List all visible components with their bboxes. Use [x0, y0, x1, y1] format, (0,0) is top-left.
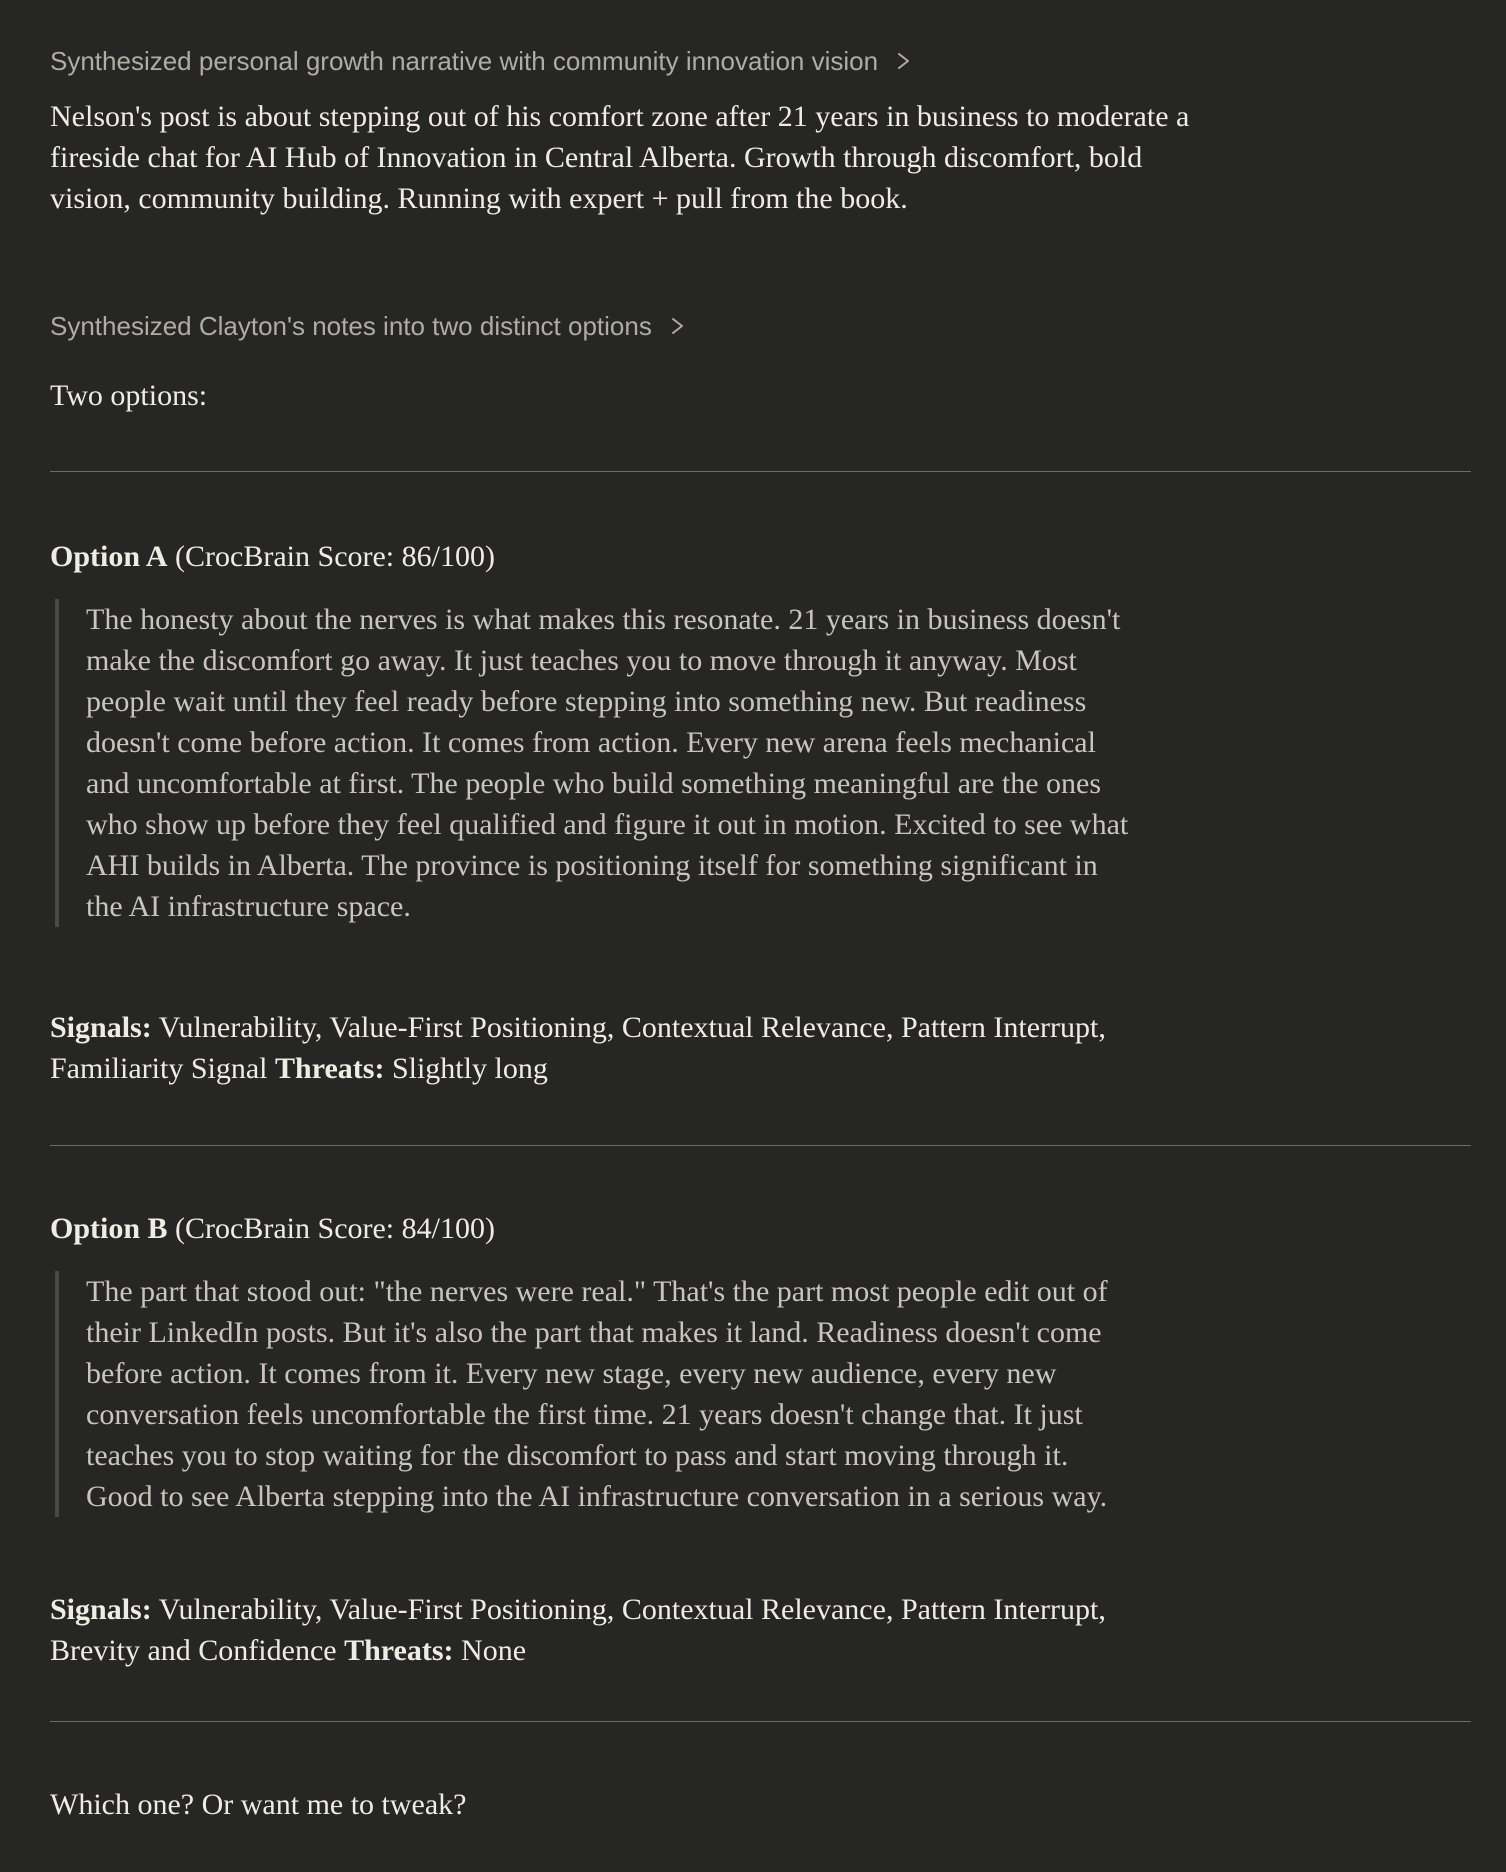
- option-b-threats: None: [461, 1634, 527, 1667]
- option-b-score: (CrocBrain Score: 84/100): [175, 1212, 495, 1245]
- chevron-right-icon: [892, 50, 914, 72]
- option-b-signals-line: [50, 1589, 1195, 1671]
- option-a-quote: The honesty about the nerves is what makes this resonate. 21 years in business doesn't make the discomfort go away. It just teaches you to move through it anyway. Most people wait until they feel ready before stepping into something new. But readiness doesn't come before action. It comes from action. Every new arena feels mechanical and uncomfortable at first. The people who build something meaningful are the ones who show up before they feel qualified and figure it out in motion. Excited to see what AHI builds in Alberta. The province is positioning itself for something significant in the AI infrastructure space.: [55, 599, 1133, 927]
- signals-label: Signals:: [50, 1593, 152, 1626]
- option-a-threats: Slightly long: [391, 1052, 548, 1085]
- chevron-right-icon: [666, 315, 688, 337]
- option-a-signals: Vulnerability, Value-First Positioning, Contextual Relevance, Pattern Interrupt, Familiarity Signal: [50, 1011, 1106, 1085]
- two-options-label: Two options:: [50, 379, 208, 412]
- threats-label: Threats:: [344, 1634, 454, 1667]
- divider: [50, 471, 1471, 472]
- threats-label: Threats:: [275, 1052, 385, 1085]
- thinking-summary-2-label: Synthesized Clayton's notes into two distinct options: [50, 311, 652, 341]
- option-b-quote: The part that stood out: "the nerves were real." That's the part most people edit out of their LinkedIn posts. But it's also the part that makes it land. Readiness doesn't come before action. It comes from it. Every new stage, every new audience, every new conversation feels uncomfortable the first time. 21 years doesn't change that. It just teaches you to stop waiting for the discomfort to pass and start moving through it. Good to see Alberta stepping into the AI infrastructure conversation in a serious way.: [55, 1271, 1133, 1517]
- option-a-title: Option A: [50, 540, 168, 573]
- option-b-header: [50, 1208, 1200, 1249]
- closing-question: Which one? Or want me to tweak?: [50, 1788, 467, 1821]
- divider: [50, 1721, 1471, 1722]
- option-b-signals: Vulnerability, Value-First Positioning, Contextual Relevance, Pattern Interrupt, Brevity and Confidence: [50, 1593, 1106, 1667]
- option-a-signals-line: [50, 1007, 1195, 1089]
- option-a-score: (CrocBrain Score: 86/100): [175, 540, 495, 573]
- divider: [50, 1145, 1471, 1146]
- option-b-title: Option B: [50, 1212, 168, 1245]
- thinking-summary-1[interactable]: [50, 46, 1471, 76]
- signals-label: Signals:: [50, 1011, 152, 1044]
- thinking-summary-2[interactable]: [50, 311, 1471, 341]
- intro-paragraph: Nelson's post is about stepping out of his comfort zone after 21 years in business to moderate a fireside chat for AI Hub of Innovation in Central Alberta. Growth through discomfort, bold vision, community building. Running with expert + pull from the book.: [50, 100, 1190, 215]
- option-a-header: [50, 536, 1200, 577]
- thinking-summary-1-label: Synthesized personal growth narrative with community innovation vision: [50, 46, 879, 76]
